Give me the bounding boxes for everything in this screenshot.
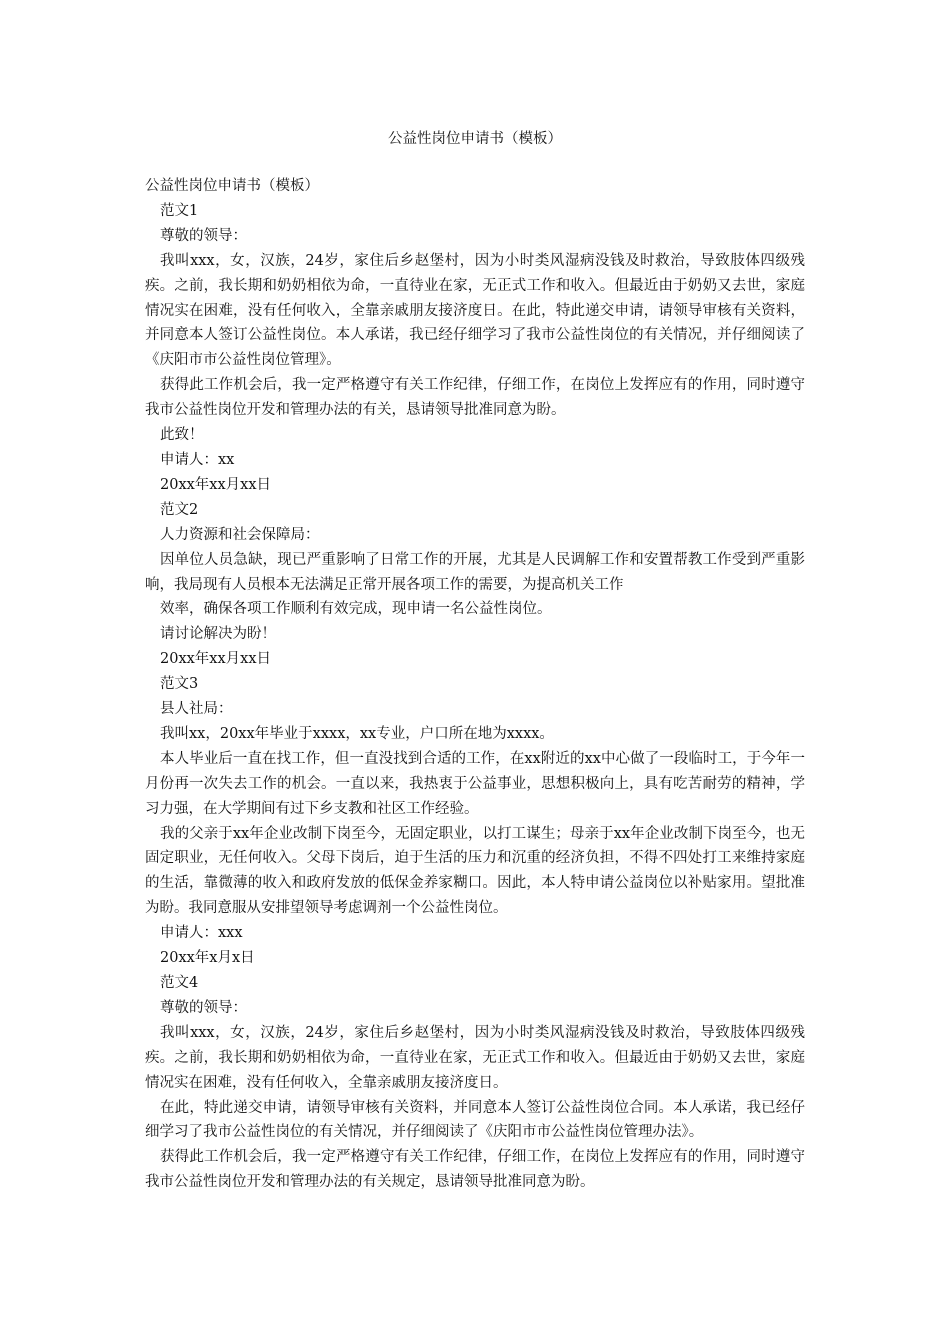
sample-3-applicant: 申请人：xxx	[160, 925, 243, 942]
sample-2-label: 范文2	[160, 501, 199, 518]
sample-3-paragraph: 我叫xx，20xx年毕业于xxxx，xx专业，户口所在地为xxxx。	[160, 725, 554, 742]
sample-2-paragraph: 因单位人员急缺，现已严重影响了日常工作的开展，尤其是人民调解工作和安置帮教工作受到严重影响，我局现有人员根本无法满足正常开展各项工作的需要，为提高机关工作	[145, 551, 805, 593]
sample-4-paragraph: 获得此工作机会后，我一定严格遵守有关工作纪律，仔细工作，在岗位上发挥应有的作用，同时遵守我市公益性岗位开发和管理办法的有关规定，恳请领导批准同意为盼。	[145, 1149, 805, 1191]
sample-3-paragraph: 本人毕业后一直在找工作，但一直没找到合适的工作，在xx附近的xx中心做了一段临时工，于今年一月份再一次失去工作的机会。一直以来，我热衷于公益事业，思想积极向上，具有吃苦耐劳的精神，学习力强，在大学期间有过下乡支教和社区工作经验。	[145, 750, 805, 817]
sample-3-date: 20xx年x月x日	[160, 950, 255, 967]
document-body	[145, 174, 805, 1195]
sample-2-closing: 请讨论解决为盼！	[160, 626, 276, 643]
sample-4-label: 范文4	[160, 975, 199, 991]
sample-2-salutation: 人力资源和社会保障局：	[160, 526, 320, 543]
sample-1-paragraph: 我叫xxx，女，汉族，24岁，家住后乡赵堡村，因为小时类风湿病没钱及时救治，导致肢体四级残疾。之前，我长期和奶奶相依为命，一直待业在家，无正式工作和收入。但最近由于奶奶又去世，家庭情况实在困难，没有任何收入，全靠亲戚朋友接济度日。在此，特此递交申请，请领导审核有关资料，并同意本人签订公益性岗位。本人承诺，我已经仔细学习了我市公益性岗位的有关情况，并仔细阅读了《庆阳市市公益性岗位管理》。	[145, 252, 805, 369]
sample-4-paragraph: 在此，特此递交申请，请领导审核有关资料，并同意本人签订公益性岗位合同。本人承诺，我已经仔细学习了我市公益性岗位的有关情况，并仔细阅读了《庆阳市市公益性岗位管理办法》。	[145, 1099, 805, 1141]
document-title: 公益性岗位申请书（模板）	[388, 131, 562, 147]
sample-1-paragraph: 获得此工作机会后，我一定严格遵守有关工作纪律，仔细工作，在岗位上发挥应有的作用，同时遵守我市公益性岗位开发和管理办法的有关，恳请领导批准同意为盼。	[145, 377, 805, 419]
sample-1-closing: 此致！	[160, 427, 204, 444]
sample-2-date: 20xx年xx月xx日	[160, 651, 272, 668]
sample-4-paragraph: 我叫xxx，女，汉族，24岁，家住后乡赵堡村，因为小时类风湿病没钱及时救治，导致肢体四级残疾。之前，我长期和奶奶相依为命，一直待业在家，无正式工作和收入。但最近由于奶奶又去世，家庭情况实在困难，没有任何收入，全靠亲戚朋友接济度日。	[145, 1024, 805, 1091]
sample-1-salutation: 尊敬的领导：	[160, 227, 247, 244]
sample-1-label: 范文1	[160, 202, 199, 219]
sample-2-paragraph: 效率，确保各项工作顺利有效完成，现申请一名公益性岗位。	[160, 601, 552, 618]
sample-1-date: 20xx年xx月xx日	[160, 476, 272, 493]
sample-3-salutation: 县人社局：	[160, 701, 233, 718]
sample-1-applicant: 申请人：xx	[160, 451, 235, 468]
document-heading: 公益性岗位申请书（模板）	[145, 178, 319, 194]
sample-3-paragraph: 我的父亲于xx年企业改制下岗至今，无固定职业，以打工谋生；母亲于xx年企业改制下岗至今，也无固定职业，无任何收入。父母下岗后，迫于生活的压力和沉重的经济负担，不得不四处打工来维持家庭的生活，靠微薄的收入和政府发放的低保金养家糊口。因此，本人特申请公益岗位以补贴家用。望批准为盼。我同意服从安排望领导考虑调剂一个公益性岗位。	[145, 825, 805, 917]
sample-3-label: 范文3	[160, 676, 199, 693]
sample-4-salutation: 尊敬的领导：	[160, 999, 247, 1016]
